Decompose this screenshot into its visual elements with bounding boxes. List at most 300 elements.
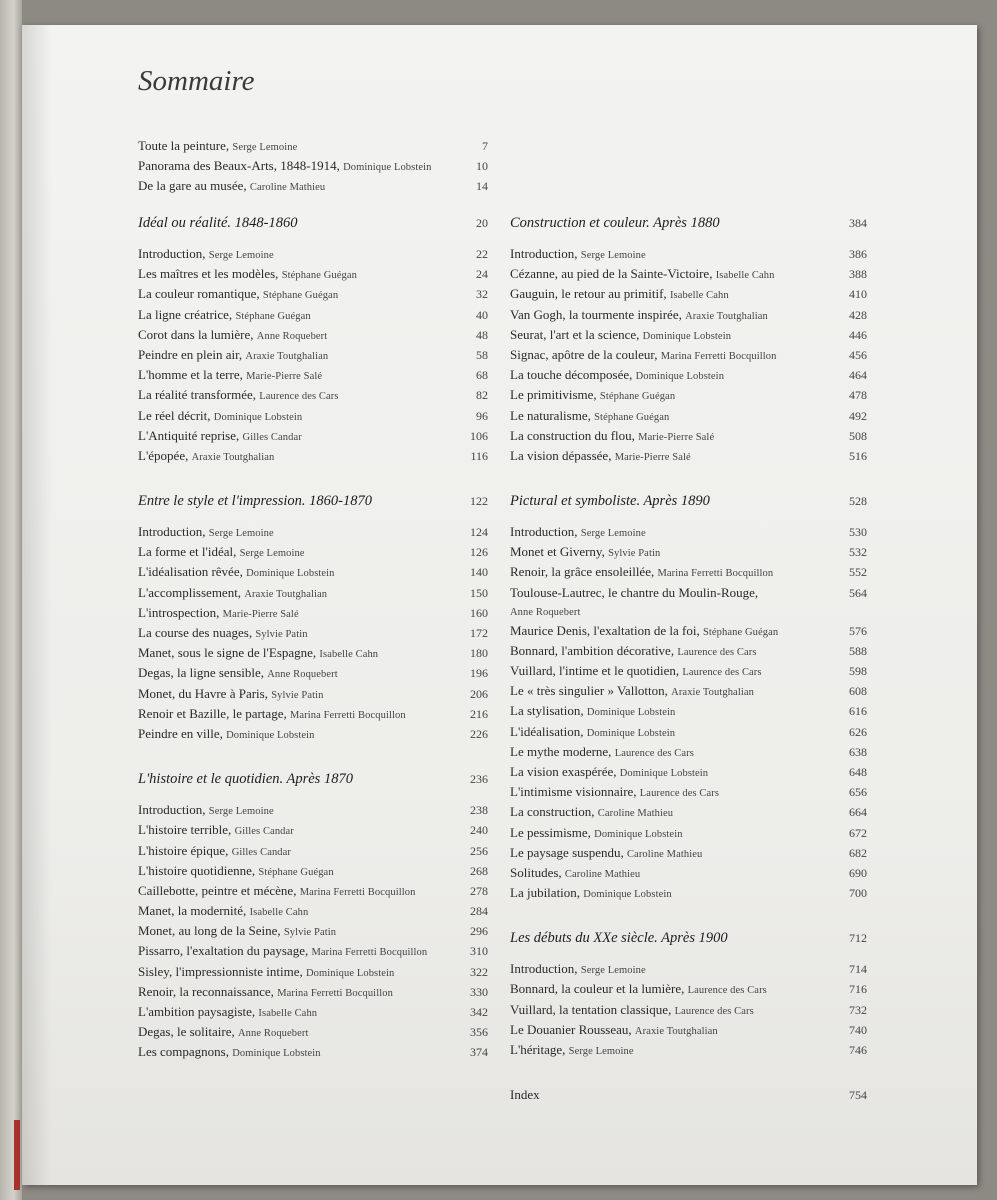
entry-author: Araxie Toutghalian <box>671 687 754 699</box>
toc-entry[interactable] <box>138 177 488 197</box>
section-title: Idéal ou réalité. 1848-1860 <box>138 215 298 231</box>
entry-title: Le mythe moderne, <box>510 743 612 759</box>
toc-entry[interactable] <box>510 980 867 1000</box>
toc-section <box>138 771 488 1063</box>
entry-title: Caillebotte, peintre et mécène, <box>138 882 297 898</box>
entry-author: Isabelle Cahn <box>715 270 775 282</box>
entry-text <box>510 980 767 1000</box>
entry-text <box>138 157 432 177</box>
entry-page-number: 428 <box>849 307 867 322</box>
entry-page-number: 356 <box>470 1025 488 1040</box>
entry-title: Renoir et Bazille, le partage, <box>138 705 287 721</box>
entry-title: Le « très singulier » Vallotton, <box>510 683 668 699</box>
entry-title: La construction, <box>510 804 595 820</box>
toc-entry[interactable] <box>138 821 488 841</box>
toc-entry[interactable] <box>510 702 867 722</box>
entry-text <box>510 346 776 366</box>
toc-entry[interactable] <box>510 864 867 884</box>
entry-title: La réalité transformée, <box>138 387 257 403</box>
entry-author: Laurence des Cars <box>677 646 757 658</box>
entry-title: Manet, sous le signe de l'Espagne, <box>138 645 317 661</box>
toc-entry[interactable] <box>510 682 867 702</box>
toc-entry[interactable] <box>510 523 867 543</box>
entry-text <box>138 326 327 346</box>
toc-entry[interactable] <box>138 366 488 386</box>
entry-author: Laurence des Cars <box>259 391 339 403</box>
entry-text <box>138 1003 317 1023</box>
entry-text <box>138 366 322 386</box>
entry-author: Isabelle Cahn <box>258 1008 318 1019</box>
entry-text <box>138 983 393 1003</box>
toc-entry[interactable] <box>138 157 488 177</box>
entry-text <box>138 942 427 962</box>
entry-text <box>138 584 327 604</box>
entry-text <box>510 622 778 642</box>
entry-page-number: 116 <box>470 448 488 463</box>
entry-author: Serge Lemoine <box>568 1046 634 1057</box>
entry-title: Peindre en plein air, <box>138 346 243 362</box>
section-page-number: 384 <box>849 216 867 230</box>
section-page-number: 236 <box>470 772 488 787</box>
entry-text <box>510 306 768 326</box>
entry-author: Laurence des Cars <box>614 747 694 759</box>
entry-title: Vuillard, la tentation classique, <box>510 1001 672 1017</box>
entry-page-number: 322 <box>470 964 488 979</box>
entry-page-number: 386 <box>849 247 867 261</box>
entry-text <box>510 824 683 844</box>
entry-title: Le paysage suspendu, <box>510 844 624 860</box>
entry-title: Toulouse-Lautrec, le chantre du Moulin-Rouge, <box>510 584 759 600</box>
toc-entry[interactable] <box>138 942 488 962</box>
entry-author: Sylvie Patin <box>608 548 661 560</box>
ribbon-bookmark <box>14 1120 20 1190</box>
toc-entry[interactable] <box>510 824 867 844</box>
toc-entry[interactable] <box>138 137 488 157</box>
section-heading[interactable] <box>138 771 488 795</box>
entry-page-number: 608 <box>849 684 867 699</box>
entry-title: Seurat, l'art et la science, <box>510 326 640 342</box>
toc-section <box>138 215 488 467</box>
entry-text <box>510 265 774 285</box>
entry-title: Maurice Denis, l'exaltation de la foi, <box>510 622 700 638</box>
entry-text <box>138 705 406 725</box>
entry-author: Stéphane Guégan <box>599 391 676 403</box>
toc-entry[interactable] <box>510 407 867 427</box>
entry-title: La touche décomposée, <box>510 367 633 383</box>
section-page-number: 528 <box>849 494 867 509</box>
section-page-number: 20 <box>476 216 488 230</box>
entry-page-number: 446 <box>849 327 867 342</box>
entry-page-number: 150 <box>470 585 488 600</box>
entry-page-number: 140 <box>470 565 488 580</box>
entry-page-number: 172 <box>470 626 488 640</box>
entry-title: L'intimisme visionnaire, <box>510 784 637 800</box>
entry-author: Araxie Toutghalian <box>244 588 328 600</box>
entry-text <box>138 842 291 862</box>
entry-page-number: 24 <box>476 267 488 282</box>
toc-entry[interactable] <box>138 725 488 745</box>
entry-author: Marie-Pierre Salé <box>246 371 323 383</box>
entry-text <box>138 685 323 705</box>
entry-page-number: 552 <box>849 565 867 580</box>
toc-entry[interactable] <box>138 346 488 366</box>
entry-text <box>510 245 646 265</box>
entry-text <box>138 137 297 157</box>
entry-page-number: 664 <box>849 805 867 820</box>
entry-page-number: 690 <box>849 865 867 880</box>
entry-text <box>138 801 274 821</box>
entry-page-number: 278 <box>470 883 488 898</box>
toc-entry[interactable] <box>138 427 488 447</box>
toc-entry[interactable] <box>138 1043 488 1063</box>
entry-text <box>138 245 274 265</box>
entry-page-number: 626 <box>849 724 867 739</box>
toc-column-left <box>138 215 488 1090</box>
toc-entry[interactable] <box>138 563 488 583</box>
toc-entry[interactable] <box>138 245 488 265</box>
entry-text <box>138 1023 309 1043</box>
entry-title: Pissarro, l'exaltation du paysage, <box>138 943 309 959</box>
entry-author: Sylvie Patin <box>283 927 337 939</box>
toc-entry[interactable] <box>138 983 488 1003</box>
toc-entry[interactable] <box>510 803 867 823</box>
entry-author: Caroline Mathieu <box>249 182 326 194</box>
toc-entry[interactable] <box>138 705 488 725</box>
entry-page-number: 226 <box>470 726 488 741</box>
toc-entry[interactable] <box>138 685 488 705</box>
entry-page-number: 296 <box>470 924 488 939</box>
toc-entry[interactable] <box>510 427 867 447</box>
toc-entry[interactable] <box>138 801 488 821</box>
entry-title: Introduction, <box>510 961 578 977</box>
toc-entry[interactable] <box>510 265 867 285</box>
entry-page-number: 10 <box>476 159 488 174</box>
entry-text <box>138 862 334 882</box>
entry-title: L'accomplissement, <box>138 584 242 600</box>
entry-text <box>138 922 336 942</box>
entry-author: Dominique Lobstein <box>586 707 676 719</box>
entry-title: La construction du flou, <box>510 427 635 443</box>
section-heading[interactable] <box>510 493 867 517</box>
entry-author: Dominique Lobstein <box>619 767 709 779</box>
section-title: Les débuts du XXe siècle. Après 1900 <box>510 930 728 947</box>
toc-entry[interactable] <box>138 306 488 326</box>
toc-entry[interactable] <box>138 285 488 305</box>
entry-author: Dominique Lobstein <box>635 371 725 383</box>
entry-page-number: 106 <box>470 428 488 443</box>
toc-entry[interactable] <box>138 862 488 882</box>
entry-title: Introduction, <box>510 246 578 261</box>
section-heading[interactable] <box>510 930 867 954</box>
entry-text <box>510 563 773 583</box>
entry-page-number: 58 <box>476 347 488 362</box>
entry-page-number: 588 <box>849 643 867 658</box>
section-title: Pictural et symboliste. Après 1890 <box>510 493 710 510</box>
entry-title: Introduction, <box>138 524 206 540</box>
entry-text <box>138 346 328 366</box>
toc-entry[interactable] <box>138 1023 488 1043</box>
entry-page-number: 672 <box>849 825 867 840</box>
entry-page-number: 22 <box>476 247 488 261</box>
intro-list <box>138 137 488 198</box>
entry-author: Serge Lemoine <box>208 806 274 818</box>
entry-text <box>510 884 672 904</box>
entry-page-number: 216 <box>470 706 488 721</box>
entry-text <box>510 447 691 467</box>
entry-text <box>138 386 339 406</box>
entry-title: La forme et l'idéal, <box>138 544 237 560</box>
toc-section <box>510 215 867 467</box>
toc-entry[interactable] <box>510 366 867 386</box>
entry-page-number: 746 <box>849 1043 867 1057</box>
entry-page-number: 682 <box>849 845 867 860</box>
entry-text <box>510 783 719 803</box>
entry-text <box>510 543 660 563</box>
entry-title: Van Gogh, la tourmente inspirée, <box>510 306 682 322</box>
section-title: L'histoire et le quotidien. Après 1870 <box>138 771 353 788</box>
entry-title: L'homme et la terre, <box>138 367 243 383</box>
entry-title: La vision exaspérée, <box>510 763 617 779</box>
toc-entry[interactable] <box>138 882 488 902</box>
entry-title: La course des nuages, <box>138 625 253 640</box>
entry-title: Introduction, <box>138 246 206 261</box>
entry-title: Peindre en ville, <box>138 725 223 741</box>
entry-text <box>510 642 757 662</box>
toc-entry[interactable] <box>138 326 488 346</box>
entry-title: Introduction, <box>510 524 578 540</box>
entry-title: L'histoire quotidienne, <box>138 862 256 878</box>
entry-author: Marie-Pierre Salé <box>222 608 299 620</box>
toc-entry[interactable] <box>510 763 867 783</box>
entry-author: Dominique Lobstein <box>232 1048 321 1060</box>
toc-entry[interactable] <box>138 1003 488 1023</box>
entry-title: Renoir, la reconnaissance, <box>138 983 274 999</box>
entry-page-number: 310 <box>470 944 488 959</box>
entry-page-number: 740 <box>849 1022 867 1037</box>
entry-author: Serge Lemoine <box>239 548 305 560</box>
entry-text <box>138 664 338 684</box>
index-label: Index <box>510 1087 540 1103</box>
toc-entry[interactable] <box>510 245 867 265</box>
entry-author: Caroline Mathieu <box>597 808 674 820</box>
toc-entry[interactable] <box>138 386 488 406</box>
entry-title: Monet, du Havre à Paris, <box>138 685 268 701</box>
toc-entry[interactable] <box>510 584 867 622</box>
entry-title: Renoir, la grâce ensoleillée, <box>510 564 655 580</box>
toc-entry[interactable] <box>510 743 867 763</box>
toc-entry[interactable] <box>510 960 867 980</box>
entry-author: Anne Roquebert <box>510 606 581 618</box>
entry-page-number: 638 <box>849 744 867 759</box>
entry-text <box>510 702 675 722</box>
toc-entry[interactable] <box>138 664 488 684</box>
entry-title: Manet, la modernité, <box>138 903 247 919</box>
entry-text <box>510 523 646 543</box>
entry-text <box>138 285 338 305</box>
entry-text <box>510 366 724 386</box>
entry-title: L'ambition paysagiste, <box>138 1004 256 1019</box>
entry-author: Serge Lemoine <box>580 965 646 977</box>
entry-title: Cézanne, au pied de la Sainte-Victoire, <box>510 266 713 282</box>
toc-entry[interactable] <box>510 1041 867 1061</box>
toc-entry[interactable] <box>510 844 867 864</box>
entry-author: Araxie Toutghalian <box>634 1025 718 1037</box>
entry-text <box>138 427 302 447</box>
entry-page-number: 388 <box>849 267 867 282</box>
toc-entry[interactable] <box>138 604 488 624</box>
entry-page-number: 240 <box>470 823 488 838</box>
toc-entry[interactable] <box>510 1021 867 1041</box>
entry-title: Le Douanier Rousseau, <box>510 1021 632 1037</box>
entry-text <box>510 427 714 447</box>
toc-entry[interactable] <box>510 622 867 642</box>
entry-page-number: 268 <box>470 863 488 878</box>
entry-page-number: 492 <box>849 408 867 423</box>
entry-title: Degas, le solitaire, <box>138 1024 235 1040</box>
toc-entry[interactable] <box>510 306 867 326</box>
entry-page-number: 410 <box>849 287 867 302</box>
entry-author: Sylvie Patin <box>271 689 324 701</box>
entry-text <box>138 407 302 427</box>
entry-page-number: 284 <box>470 904 488 919</box>
toc-entry[interactable] <box>510 285 867 305</box>
entry-page-number: 238 <box>470 803 488 818</box>
entry-text <box>138 177 325 197</box>
entry-title: Bonnard, l'ambition décorative, <box>510 642 675 658</box>
entry-page-number: 68 <box>476 368 488 383</box>
toc-entry[interactable] <box>510 884 867 904</box>
toc-entry[interactable] <box>138 922 488 942</box>
section-entries <box>138 245 488 467</box>
toc-section <box>510 493 867 904</box>
entry-page-number: 464 <box>849 368 867 383</box>
section-title: Construction et couleur. Après 1880 <box>510 215 720 231</box>
entry-author: Stéphane Guégan <box>594 411 670 423</box>
entry-author: Laurence des Cars <box>674 1005 754 1017</box>
entry-author: Caroline Mathieu <box>564 868 641 880</box>
toc-entry[interactable] <box>138 842 488 862</box>
page-title: Sommaire <box>138 65 255 97</box>
entry-text <box>138 447 274 467</box>
entry-title: L'introspection, <box>138 604 220 620</box>
toc-entry[interactable] <box>510 642 867 662</box>
entry-text <box>510 763 708 783</box>
toc-entry[interactable] <box>510 662 867 682</box>
entry-author: Isabelle Cahn <box>669 290 729 302</box>
toc-entry[interactable] <box>138 543 488 563</box>
entry-text <box>510 682 754 702</box>
entry-author: Serge Lemoine <box>580 250 646 261</box>
entry-author: Serge Lemoine <box>208 528 274 540</box>
entry-title: L'héritage, <box>510 1042 566 1057</box>
entry-author: Araxie Toutghalian <box>685 310 768 322</box>
entry-author: Serge Lemoine <box>232 142 298 153</box>
toc-entry[interactable] <box>510 783 867 803</box>
entry-page-number: 716 <box>849 982 867 997</box>
toc-entry[interactable] <box>510 326 867 346</box>
index-entry[interactable] <box>510 1087 867 1103</box>
section-entries <box>138 801 488 1063</box>
entry-title: L'idéalisation, <box>510 723 584 739</box>
entry-author: Anne Roquebert <box>238 1028 309 1040</box>
toc-entry[interactable] <box>138 963 488 983</box>
entry-text <box>510 407 669 427</box>
entry-author: Stéphane Guégan <box>281 270 357 282</box>
entry-text <box>510 864 640 884</box>
toc-entry[interactable] <box>138 447 488 467</box>
toc-entry[interactable] <box>510 543 867 563</box>
toc-entry[interactable] <box>510 447 867 467</box>
entry-text <box>510 960 646 980</box>
toc-page <box>22 25 977 1185</box>
entry-title: Degas, la ligne sensible, <box>138 665 264 681</box>
entry-title: L'Antiquité reprise, <box>138 427 240 443</box>
entry-text <box>138 882 415 902</box>
toc-entry[interactable] <box>138 523 488 543</box>
entry-page-number: 206 <box>470 686 488 701</box>
entry-title: Gauguin, le retour au primitif, <box>510 286 667 302</box>
section-heading[interactable] <box>510 215 867 239</box>
entry-page-number: 478 <box>849 388 867 403</box>
entry-author: Araxie Toutghalian <box>245 350 329 362</box>
book-spine-edge <box>0 0 22 1200</box>
toc-entry[interactable] <box>138 624 488 644</box>
toc-entry[interactable] <box>138 584 488 604</box>
entry-text <box>510 1001 754 1021</box>
entry-author: Anne Roquebert <box>256 330 328 342</box>
toc-entry[interactable] <box>138 902 488 922</box>
toc-entry[interactable] <box>138 265 488 285</box>
entry-author: Gilles Candar <box>234 826 294 838</box>
entry-text <box>138 1043 321 1063</box>
entry-author: Marina Ferretti Bocquillon <box>299 886 416 898</box>
entry-title: L'histoire terrible, <box>138 822 232 838</box>
entry-title: Monet, au long de la Seine, <box>138 923 281 939</box>
entry-text <box>138 725 315 745</box>
section-heading[interactable] <box>138 493 488 517</box>
entry-text <box>138 624 308 644</box>
toc-entry[interactable] <box>510 1001 867 1021</box>
entry-title: Solitudes, <box>510 864 562 880</box>
toc-entry[interactable] <box>138 644 488 664</box>
entry-page-number: 48 <box>476 327 488 342</box>
toc-entry[interactable] <box>510 346 867 366</box>
entry-text <box>510 285 729 305</box>
entry-text <box>138 604 299 624</box>
entry-title: La vision dépassée, <box>510 447 612 463</box>
entry-title: De la gare au musée, <box>138 178 247 194</box>
toc-entry[interactable] <box>510 563 867 583</box>
entry-author: Dominique Lobstein <box>583 889 672 901</box>
entry-author: Anne Roquebert <box>267 669 338 681</box>
section-heading[interactable] <box>138 215 488 239</box>
entry-title: Le réel décrit, <box>138 407 211 423</box>
entry-page-number: 14 <box>476 179 488 194</box>
entry-text <box>510 326 731 346</box>
entry-page-number: 714 <box>849 962 867 977</box>
toc-entry[interactable] <box>510 723 867 743</box>
entry-author: Dominique Lobstein <box>246 568 335 580</box>
entry-author: Marina Ferretti Bocquillon <box>311 947 428 959</box>
entry-author: Marina Ferretti Bocquillon <box>289 709 406 721</box>
entry-page-number: 516 <box>849 448 867 463</box>
entry-page-number: 656 <box>849 785 867 800</box>
entry-page-number: 124 <box>470 525 488 540</box>
entry-author: Dominique Lobstein <box>305 967 395 979</box>
toc-entry[interactable] <box>510 386 867 406</box>
toc-entry[interactable] <box>138 407 488 427</box>
entry-text <box>138 563 335 583</box>
